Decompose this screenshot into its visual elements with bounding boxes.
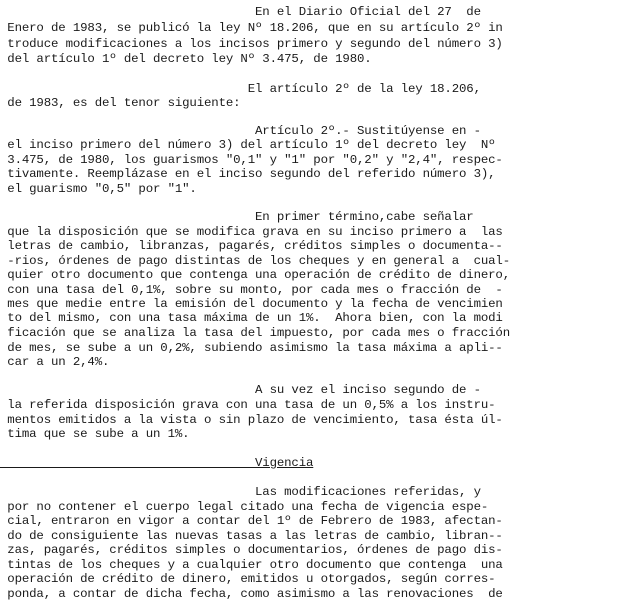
- text-line: to del mismo, con una tasa máxima de un 1%. Ahora bien, con la modi: [0, 311, 503, 325]
- text-line: zas, pagarés, créditos simples o documentarios, órdenes de pago dis-: [0, 543, 503, 557]
- text-line: con una tasa del 0,1%, sobre su monto, por cada mes o fracción de -: [0, 283, 503, 297]
- text-line: tima que se sube a un 1%.: [0, 427, 190, 441]
- text-line: troduce modificaciones a los incisos primero y segundo del número 3): [0, 37, 503, 51]
- text-line: mes que medie entre la emisión del documento y la fecha de vencimien: [0, 297, 503, 311]
- text-line: cial, entraron en vigor a contar del 1º de Febrero de 1983, afectan-: [0, 514, 503, 528]
- text-line: por no contener el cuerpo legal citado una fecha de vigencia espe-: [0, 500, 489, 514]
- text-line: ponda, a contar de dicha fecha, como asimismo a las renovaciones de: [0, 587, 503, 601]
- text-line: En primer término,cabe señalar: [0, 210, 474, 224]
- text-line: Artículo 2º.- Sustitúyense en -: [0, 124, 481, 138]
- text-line: letras de cambio, libranzas, pagarés, créditos simples o documenta--: [0, 239, 503, 253]
- text-line: En el Diario Oficial del 27 de: [0, 5, 481, 19]
- text-line: 3.475, de 1980, los guarismos "0,1" y "1" por "0,2" y "2,4", respec-: [0, 153, 503, 167]
- text-line: que la disposición que se modifica grava en su inciso primero a las: [0, 225, 503, 239]
- text-line: tivamente. Reemplázase en el inciso segundo del referido número 3),: [0, 167, 496, 181]
- text-line: car a un 2,4%.: [0, 355, 110, 369]
- text-line: A su vez el inciso segundo de -: [0, 383, 481, 397]
- text-line: do de consiguiente las nuevas tasas a las letras de cambio, libran--: [0, 529, 503, 543]
- text-line: del artículo 1º del decreto ley Nº 3.475, de 1980.: [0, 52, 372, 66]
- text-line: operación de crédito de dinero, emitidos u otorgados, según corres-: [0, 572, 496, 586]
- text-line: ficación que se analiza la tasa del impuesto, por cada mes o fracción: [0, 326, 510, 340]
- text-line: de 1983, es del tenor siguiente:: [0, 96, 241, 110]
- section-heading: Vigencia: [0, 456, 314, 470]
- text-line: -rios, órdenes de pago distintas de los cheques y en general a cual-: [0, 254, 510, 268]
- text-line: el guarismo "0,5" por "1".: [0, 182, 197, 196]
- text-line: Las modificaciones referidas, y: [0, 485, 481, 499]
- text-line: el inciso primero del número 3) del artículo 1º del decreto ley Nº: [0, 138, 496, 152]
- text-line: mentos emitidos a la vista o sin plazo de vencimiento, tasa ésta úl-: [0, 413, 503, 427]
- text-line: tintas de los cheques y a cualquier otro documento que contenga una: [0, 558, 503, 572]
- text-line: la referida disposición grava con una tasa de un 0,5% a los instru-: [0, 398, 496, 412]
- text-line: El artículo 2º de la ley 18.206,: [0, 82, 481, 96]
- text-line: quier otro documento que contenga una operación de crédito de dinero,: [0, 268, 510, 282]
- text-line: Enero de 1983, se publicó la ley Nº 18.206, que en su artículo 2º in: [0, 21, 503, 35]
- text-line: de mes, se sube a un 0,2%, subiendo asimismo la tasa máxima a apli--: [0, 341, 503, 355]
